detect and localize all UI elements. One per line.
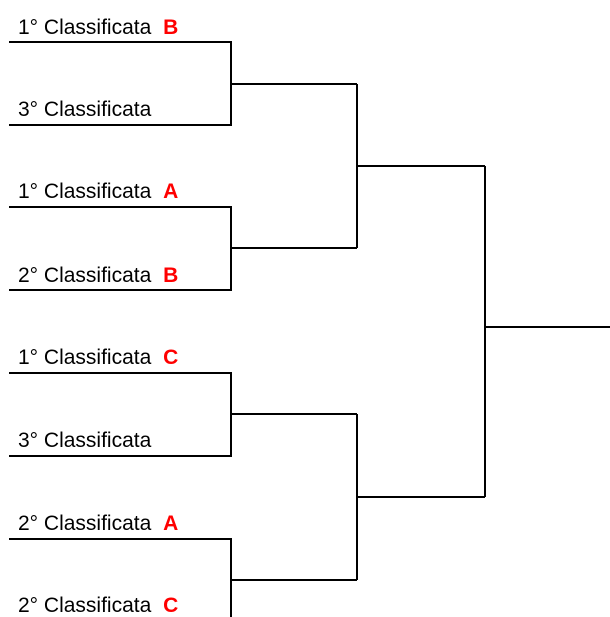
slot-7: [18, 512, 178, 535]
slot-5: [18, 346, 178, 369]
slot-3: [18, 180, 178, 203]
slot-5-label: 1° Classificata: [18, 346, 152, 369]
slot-6: [18, 429, 152, 452]
semifinal-1-connector: [357, 84, 485, 248]
slot-5-group: C: [163, 346, 179, 369]
slot-4-label: 2° Classificata: [18, 264, 152, 287]
slot-1-group: B: [163, 16, 179, 39]
slot-8-group: C: [163, 594, 179, 617]
slot-8-label: 2° Classificata: [18, 594, 152, 617]
slot-1: [18, 16, 178, 39]
slot-6-label: 3° Classificata: [18, 429, 152, 452]
slot-2-label: 3° Classificata: [18, 98, 152, 121]
slot-4-group: B: [163, 264, 179, 287]
semifinal-2-connector: [357, 414, 485, 580]
slot-2: [18, 98, 152, 121]
slot-3-label: 1° Classificata: [18, 180, 152, 203]
slot-7-label: 2° Classificata: [18, 512, 152, 535]
slot-3-group: A: [163, 180, 179, 203]
slot-4: [18, 264, 178, 287]
final-connector: [485, 166, 610, 497]
slot-7-group: A: [163, 512, 179, 535]
slot-1-label: 1° Classificata: [18, 16, 152, 39]
slot-8: [18, 594, 178, 617]
